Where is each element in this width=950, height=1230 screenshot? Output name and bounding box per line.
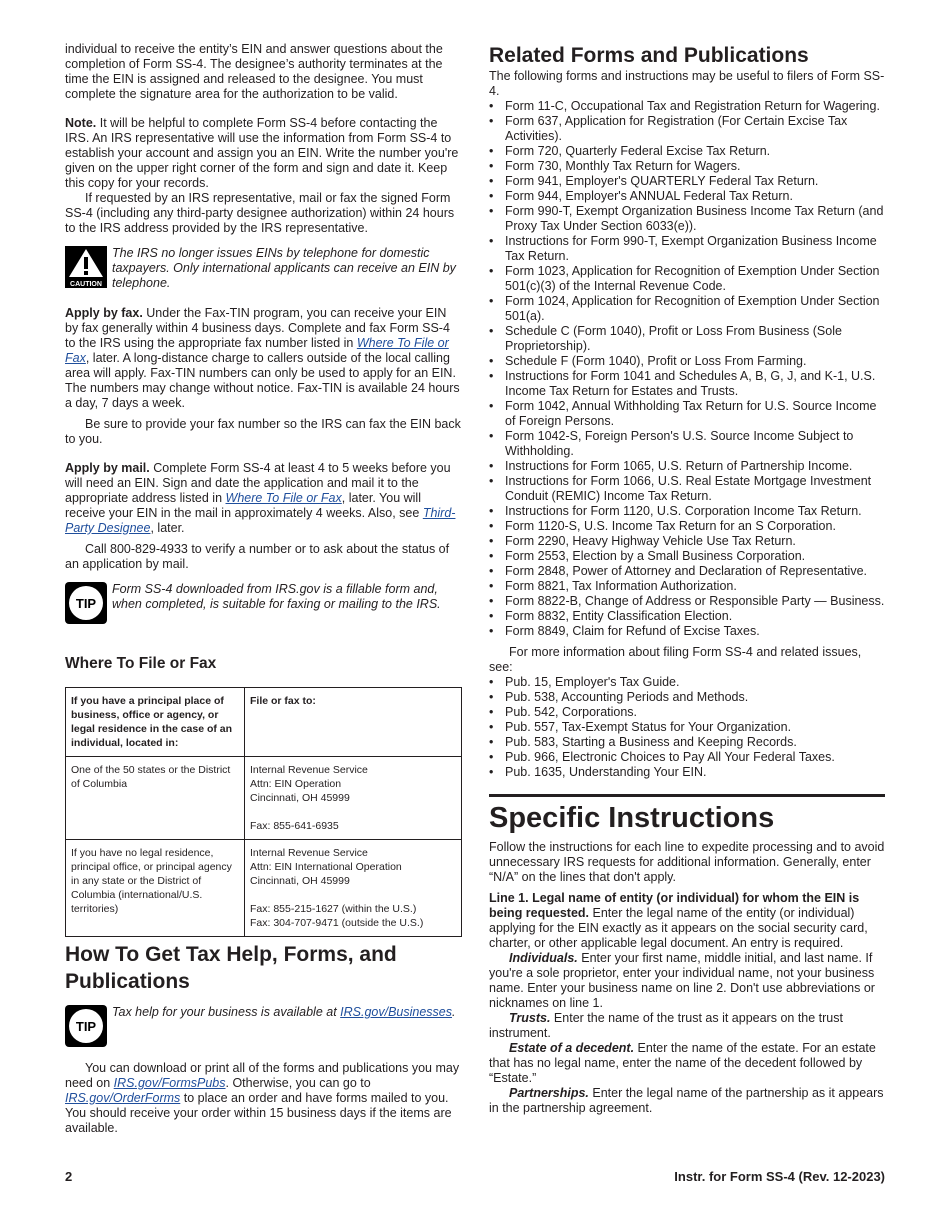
left-column — [65, 42, 462, 1136]
note-text: It will be helpful to complete Form SS-4 before contacting the IRS. An IRS representative will use the information from Form SS-4 to establish your account and assign you an EIN. Write the number you're given on the upper right corner of the form and sign and date it. Keep this copy for your records. — [65, 116, 459, 190]
download-paragraph — [65, 1061, 462, 1136]
trusts-label: Trusts. — [509, 1011, 551, 1025]
fax-number: Fax: 855-641-6935 — [250, 820, 339, 832]
list-item: • Pub. 557, Tax-Exempt Status for Your Organization. — [489, 720, 885, 735]
caution-text: The IRS no longer issues EINs by telephone for domestic taxpayers. Only international applicants can receive an EIN by telephone. — [112, 246, 456, 290]
requested-paragraph: If requested by an IRS representative, mail or fax the signed Form SS-4 (including any third-party designee authorization) within 24 hours to the IRS address provided by the IRS representative. — [65, 191, 455, 235]
list-item: • Form 1042-S, Foreign Person's U.S. Source Income Subject to Withholding. — [489, 429, 885, 459]
list-item: • Form 944, Employer's ANNUAL Federal Tax Return. — [489, 189, 885, 204]
list-item: • Schedule F (Form 1040), Profit or Loss From Farming. — [489, 354, 885, 369]
where-to-file-link[interactable]: Where To File or Fax — [65, 336, 449, 365]
where-to-file-table — [65, 687, 462, 937]
note-paragraph — [65, 116, 462, 191]
section-divider — [489, 794, 885, 797]
specific-instructions-heading: Specific Instructions — [489, 802, 775, 834]
caution-label: CAUTION — [70, 281, 102, 288]
caution-icon — [65, 246, 107, 292]
list-item: • Pub. 583, Starting a Business and Keeping Records. — [489, 735, 885, 750]
specific-intro: Follow the instructions for each line to expedite processing and to avoid unnecessary IRS requests for additional information. Generally, enter “N/A” on the lines that don't apply. — [489, 840, 885, 884]
where-to-file-heading: Where To File or Fax — [65, 655, 217, 672]
tip-icon — [65, 582, 107, 628]
table-cell-address-1 — [245, 757, 462, 840]
list-item: • Form 1120-S, U.S. Income Tax Return for an S Corporation. — [489, 519, 885, 534]
mail-text-2: , later. You will receive your EIN in the mail in approximately 4 weeks. Also, see — [65, 491, 423, 520]
call-paragraph: Call 800-829-4933 to verify a number or to ask about the status of an application by mail. — [65, 542, 450, 571]
partnerships-paragraph — [489, 1086, 885, 1116]
list-item: • Form 8822-B, Change of Address or Responsible Party — Business. — [489, 594, 885, 609]
mail-paragraph — [65, 461, 462, 536]
list-item: • Pub. 966, Electronic Choices to Pay All Your Federal Taxes. — [489, 750, 885, 765]
where-to-file-link-2[interactable]: Where To File or Fax — [225, 491, 342, 505]
order-forms-link[interactable]: IRS.gov/OrderForms — [65, 1091, 181, 1105]
third-party-designee-link[interactable]: Third-Party Designee — [65, 506, 456, 535]
line1-text: Enter the legal name of the entity (or individual) applying for the EIN exactly as it appears on the social security card, charter, or other applicable legal document. An entry is required. — [489, 906, 868, 950]
individuals-label: Individuals. — [509, 951, 578, 965]
tip-icon — [65, 1005, 107, 1051]
estate-paragraph — [489, 1041, 885, 1086]
tip-callout-1 — [65, 582, 462, 628]
address-line: Attn: EIN Operation — [250, 778, 342, 790]
mail-text-1: Complete Form SS-4 at least 4 to 5 weeks before you will need an EIN. Sign and date the application and mail it to the appropriate address listed in — [65, 461, 451, 505]
forms-list — [489, 99, 885, 639]
forms-pubs-link[interactable]: IRS.gov/FormsPubs — [113, 1076, 226, 1090]
list-item: • Form 11-C, Occupational Tax and Registration Return for Wagering. — [489, 99, 885, 114]
table-cell-states: One of the 50 states or the District of Columbia — [66, 757, 245, 840]
tip-label: TIP — [75, 596, 97, 611]
list-item: • Form 990-T, Exempt Organization Business Income Tax Return (and Proxy Tax Under Section 6033(e)). — [489, 204, 885, 234]
mail-text-3: , later. — [150, 521, 185, 535]
pubs-list — [489, 675, 885, 780]
table-cell-address-2 — [245, 840, 462, 937]
list-item: • Schedule C (Form 1040), Profit or Loss From Business (Sole Proprietorship). — [489, 324, 885, 354]
tip2-text-body: Tax help for your business is available at — [112, 1005, 341, 1019]
fax-text-1: Under the Fax-TIN program, you can receive your EIN by fax generally within 4 business days. Complete and fax Form SS-4 to the IRS using the appropriate fax number listed in — [65, 306, 450, 350]
list-item: • Form 1042, Annual Withholding Tax Return for U.S. Source Income of Foreign Persons. — [489, 399, 885, 429]
fax-paragraph — [65, 306, 462, 411]
tip-label: TIP — [75, 1019, 97, 1034]
list-item: • Pub. 542, Corporations. — [489, 705, 885, 720]
related-forms-heading: Related Forms and Publications — [489, 44, 809, 67]
download-text-1: You can download or print all of the forms and publications you may need on — [65, 1061, 460, 1090]
trusts-paragraph — [489, 1011, 885, 1041]
form-reference: Instr. for Form SS-4 (Rev. 12-2023) — [674, 1169, 885, 1184]
table-header-file-to: File or fax to: — [245, 688, 462, 757]
list-item: • Instructions for Form 1065, U.S. Return of Partnership Income. — [489, 459, 885, 474]
tip2-text-end: . — [452, 1005, 456, 1019]
list-item: • Instructions for Form 990-T, Exempt Organization Business Income Tax Return. — [489, 234, 885, 264]
list-item: • Instructions for Form 1120, U.S. Corporation Income Tax Return. — [489, 504, 885, 519]
caution-callout — [65, 246, 462, 292]
list-item: • Form 1024, Application for Recognition of Exemption Under Section 501(a). — [489, 294, 885, 324]
individuals-text: Enter your first name, middle initial, and last name. If you're a sole proprietor, enter your individual name, not your business name. Enter your business name on line 2. Don't use abbreviations or nicknames on line 1. — [489, 951, 875, 1010]
note-label: Note. — [65, 116, 97, 130]
download-text-2: . Otherwise, you can go to — [225, 1076, 371, 1090]
list-item: • Form 8821, Tax Information Authorization. — [489, 579, 885, 594]
address-line: Cincinnati, OH 45999 — [250, 792, 350, 804]
address-line: Attn: EIN International Operation — [250, 861, 402, 873]
download-text-3: to place an order and have forms mailed to you. You should receive your order within 15 business days if the items are available. — [65, 1091, 452, 1135]
table-row — [66, 757, 462, 840]
right-column — [489, 42, 885, 1116]
list-item: • Form 941, Employer's QUARTERLY Federal Tax Return. — [489, 174, 885, 189]
list-item: • Form 637, Application for Registration (For Certain Excise Tax Activities). — [489, 114, 885, 144]
list-item: • Instructions for Form 1066, U.S. Real Estate Mortgage Investment Conduit (REMIC) Income Tax Return. — [489, 474, 885, 504]
list-item: • Form 2290, Heavy Highway Vehicle Use Tax Return. — [489, 534, 885, 549]
list-item: • Pub. 1635, Understanding Your EIN. — [489, 765, 885, 780]
fax-sure-paragraph: Be sure to provide your fax number so the IRS can fax the EIN back to you. — [65, 417, 461, 446]
fax-number: Fax: 304-707-9471 (outside the U.S.) — [250, 917, 424, 929]
more-info-paragraph: For more information about filing Form SS-4 and related issues, see: — [489, 645, 862, 674]
estate-label: Estate of a decedent. — [509, 1041, 635, 1055]
list-item: • Pub. 538, Accounting Periods and Methods. — [489, 690, 885, 705]
list-item: • Instructions for Form 1041 and Schedules A, B, G, J, and K-1, U.S. Income Tax Return for Estates and Trusts. — [489, 369, 885, 399]
designee-paragraph: individual to receive the entity’s EIN and answer questions about the completion of Form SS-4. The designee’s authority terminates at the time the EIN is assigned and released to the designee. You must complete the signature area for the authorization to be valid. — [65, 42, 443, 101]
related-intro: The following forms and instructions may be useful to filers of Form SS-4. — [489, 69, 885, 98]
list-item: • Form 2553, Election by a Small Business Corporation. — [489, 549, 885, 564]
line1-label: Line 1. Legal name of entity (or individual) for whom the EIN is being requested. — [489, 891, 860, 920]
list-item: • Form 720, Quarterly Federal Excise Tax Return. — [489, 144, 885, 159]
list-item: • Pub. 15, Employer's Tax Guide. — [489, 675, 885, 690]
list-item: • Form 1023, Application for Recognition of Exemption Under Section 501(c)(3) of the Internal Revenue Code. — [489, 264, 885, 294]
list-item: • Form 2848, Power of Attorney and Declaration of Representative. — [489, 564, 885, 579]
list-item: • Form 8832, Entity Classification Election. — [489, 609, 885, 624]
address-line: Cincinnati, OH 45999 — [250, 875, 350, 887]
line1-paragraph — [489, 891, 885, 951]
table-header-row — [66, 688, 462, 757]
mail-label: Apply by mail. — [65, 461, 150, 475]
individuals-paragraph — [489, 951, 885, 1011]
address-line: Internal Revenue Service — [250, 847, 368, 859]
fax-text-2: , later. A long-distance charge to callers outside of the local calling area will apply. Fax-TIN numbers can only be used to apply for an EIN. The numbers may change without notice. Fax-TIN is available 24 hours a day, 7 days a week. — [65, 351, 460, 410]
table-row — [66, 840, 462, 937]
page-number: 2 — [65, 1169, 73, 1184]
address-line: Internal Revenue Service — [250, 764, 368, 776]
trusts-text: Enter the name of the trust as it appears on the trust instrument. — [489, 1011, 843, 1040]
irs-businesses-link[interactable]: IRS.gov/Businesses — [340, 1005, 452, 1019]
list-item: • Form 730, Monthly Tax Return for Wagers. — [489, 159, 885, 174]
tip-callout-2 — [65, 1005, 462, 1051]
tip2-text — [112, 1005, 455, 1020]
partnerships-label: Partnerships. — [509, 1086, 589, 1100]
table-cell-international: If you have no legal residence, principal office, or principal agency in any state or the District of Columbia (international/U.S. territories) — [66, 840, 245, 937]
list-item: • Form 8849, Claim for Refund of Excise Taxes. — [489, 624, 885, 639]
table-header-location: If you have a principal place of business, office or agency, or legal residence in the case of an individual, located in: — [66, 688, 245, 757]
partnerships-text: Enter the legal name of the partnership as it appears in the partnership agreement. — [489, 1086, 884, 1115]
fax-label: Apply by fax. — [65, 306, 143, 320]
fax-number: Fax: 855-215-1627 (within the U.S.) — [250, 903, 417, 915]
tax-help-heading: How To Get Tax Help, Forms, and Publications — [65, 943, 397, 993]
tip1-text: Form SS-4 downloaded from IRS.gov is a fillable form and, when completed, is suitable for faxing or mailing to the IRS. — [112, 582, 441, 611]
estate-text: Enter the name of the estate. For an estate that has no legal name, enter the name of the decedent followed by “Estate.” — [489, 1041, 876, 1085]
